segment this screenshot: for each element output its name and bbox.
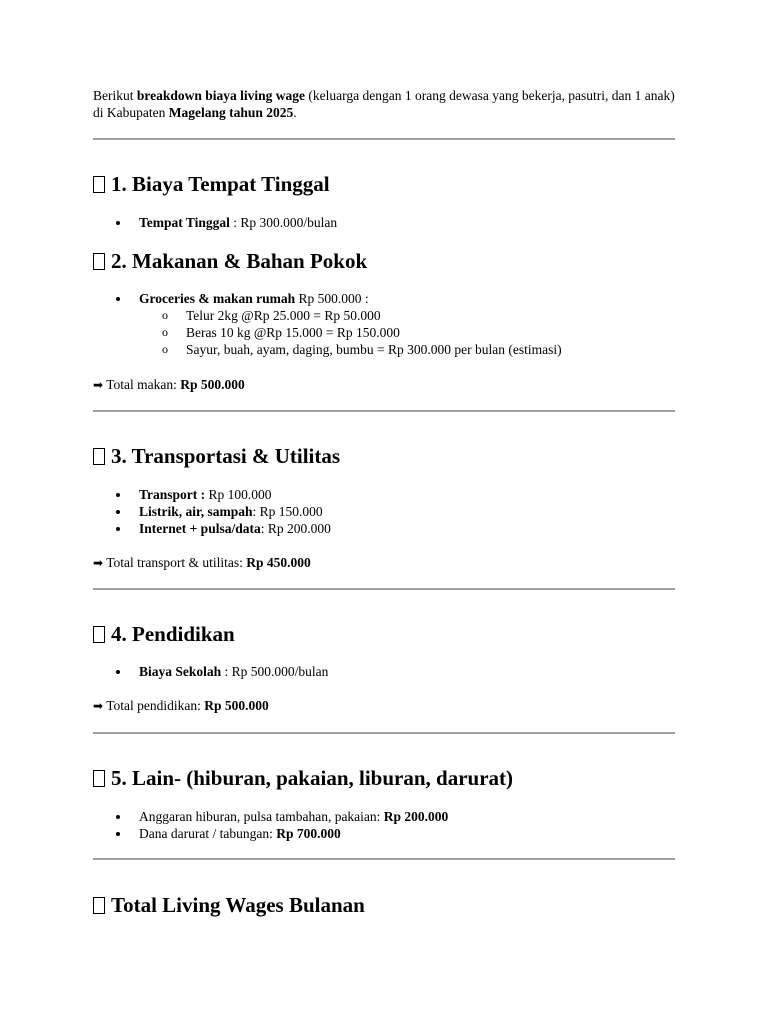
item-label: Dana darurat / tabungan: (139, 826, 277, 841)
total-value: Rp 500.000 (204, 698, 269, 713)
item-label: Groceries & makan rumah (139, 291, 296, 306)
item-value: Rp 700.000 (276, 826, 341, 841)
missing-glyph-icon (93, 253, 105, 270)
section-heading-text: 3. Transportasi & Utilitas (111, 444, 341, 468)
section-heading-5 (93, 765, 675, 791)
intro-middle: (keluarga dengan 1 orang dewasa yang bekerja, pasutri, dan 1 anak) di Kabupaten (93, 88, 675, 120)
sub-bullet: o (162, 308, 168, 322)
section-2-list (93, 290, 675, 358)
intro-paragraph (93, 87, 675, 121)
item-value: : Rp 200.000 (260, 521, 331, 536)
item-label: Anggaran hiburan, pulsa tambahan, pakaian: (139, 809, 384, 824)
section-heading-2 (93, 248, 675, 274)
total-label: Total makan: (103, 377, 181, 392)
item-value: : Rp 500.000/bulan (221, 664, 329, 679)
section-heading-1 (93, 171, 675, 197)
list-item (93, 808, 675, 825)
divider (93, 588, 675, 590)
missing-glyph-icon (93, 176, 105, 193)
list-item (93, 486, 675, 503)
total-line-makan (93, 376, 675, 394)
missing-glyph-icon (93, 770, 105, 787)
item-value: Rp 100.000 (205, 487, 272, 502)
sub-list-item (139, 307, 675, 324)
sub-list-item (139, 324, 675, 341)
total-value: Rp 500.000 (180, 377, 245, 392)
item-label: Transport : (139, 487, 206, 502)
total-line-transport (93, 554, 675, 572)
section-heading-text: 2. Makanan & Bahan Pokok (111, 249, 368, 273)
divider (93, 732, 675, 734)
list-item (93, 214, 675, 231)
section-heading-4 (93, 621, 675, 647)
intro-bold-location: Magelang tahun 2025 (168, 105, 294, 120)
section-5-list (93, 808, 675, 842)
item-value: Rp 500.000 : (295, 291, 369, 306)
item-label: Listrik, air, sampah (139, 504, 253, 519)
item-value: : Rp 300.000/bulan (229, 215, 338, 230)
section-heading-text: 4. Pendidikan (111, 622, 235, 646)
missing-glyph-icon (93, 448, 105, 465)
intro-bold-topic: breakdown biaya living wage (136, 88, 306, 103)
section-heading-total (93, 892, 675, 918)
item-value: : Rp 150.000 (252, 504, 323, 519)
section-4-list (93, 663, 675, 680)
arrow-right-icon: ➡ (93, 556, 104, 570)
section-1-list (93, 214, 675, 231)
sub-item-text: Beras 10 kg @Rp 15.000 = Rp 150.000 (186, 325, 400, 340)
sub-item-text: Telur 2kg @Rp 25.000 = Rp 50.000 (186, 308, 381, 323)
sub-bullet: o (162, 325, 168, 339)
item-label: Tempat Tinggal (139, 215, 230, 230)
missing-glyph-icon (93, 626, 105, 643)
intro-suffix: . (293, 105, 297, 120)
divider (93, 138, 675, 140)
arrow-right-icon: ➡ (93, 378, 104, 392)
arrow-right-icon: ➡ (93, 699, 104, 713)
list-item (93, 520, 675, 537)
intro-prefix: Berikut (93, 88, 137, 103)
total-line-pendidikan (93, 697, 675, 715)
section-heading-text: 1. Biaya Tempat Tinggal (111, 172, 330, 196)
sub-bullet: o (162, 342, 168, 356)
total-value: Rp 450.000 (246, 555, 311, 570)
divider (93, 858, 675, 860)
list-item (93, 825, 675, 842)
item-label: Internet + pulsa/data (139, 521, 261, 536)
list-item (93, 663, 675, 680)
list-item (93, 503, 675, 520)
section-heading-text: Total Living Wages Bulanan (111, 893, 365, 917)
sub-item-text: Sayur, buah, ayam, daging, bumbu = Rp 300.000 per bulan (estimasi) (186, 342, 562, 357)
section-heading-text: 5. Lain- (hiburan, pakaian, liburan, darurat) (111, 766, 514, 790)
sub-list-item (139, 341, 675, 358)
sub-list (139, 307, 675, 358)
item-label: Biaya Sekolah (139, 664, 222, 679)
missing-glyph-icon (93, 897, 105, 914)
section-heading-3 (93, 443, 675, 469)
item-value: Rp 200.000 (383, 809, 449, 824)
list-item (93, 290, 675, 358)
divider (93, 410, 675, 412)
total-label: Total transport & utilitas: (103, 555, 247, 570)
total-label: Total pendidikan: (103, 698, 205, 713)
section-3-list (93, 486, 675, 537)
